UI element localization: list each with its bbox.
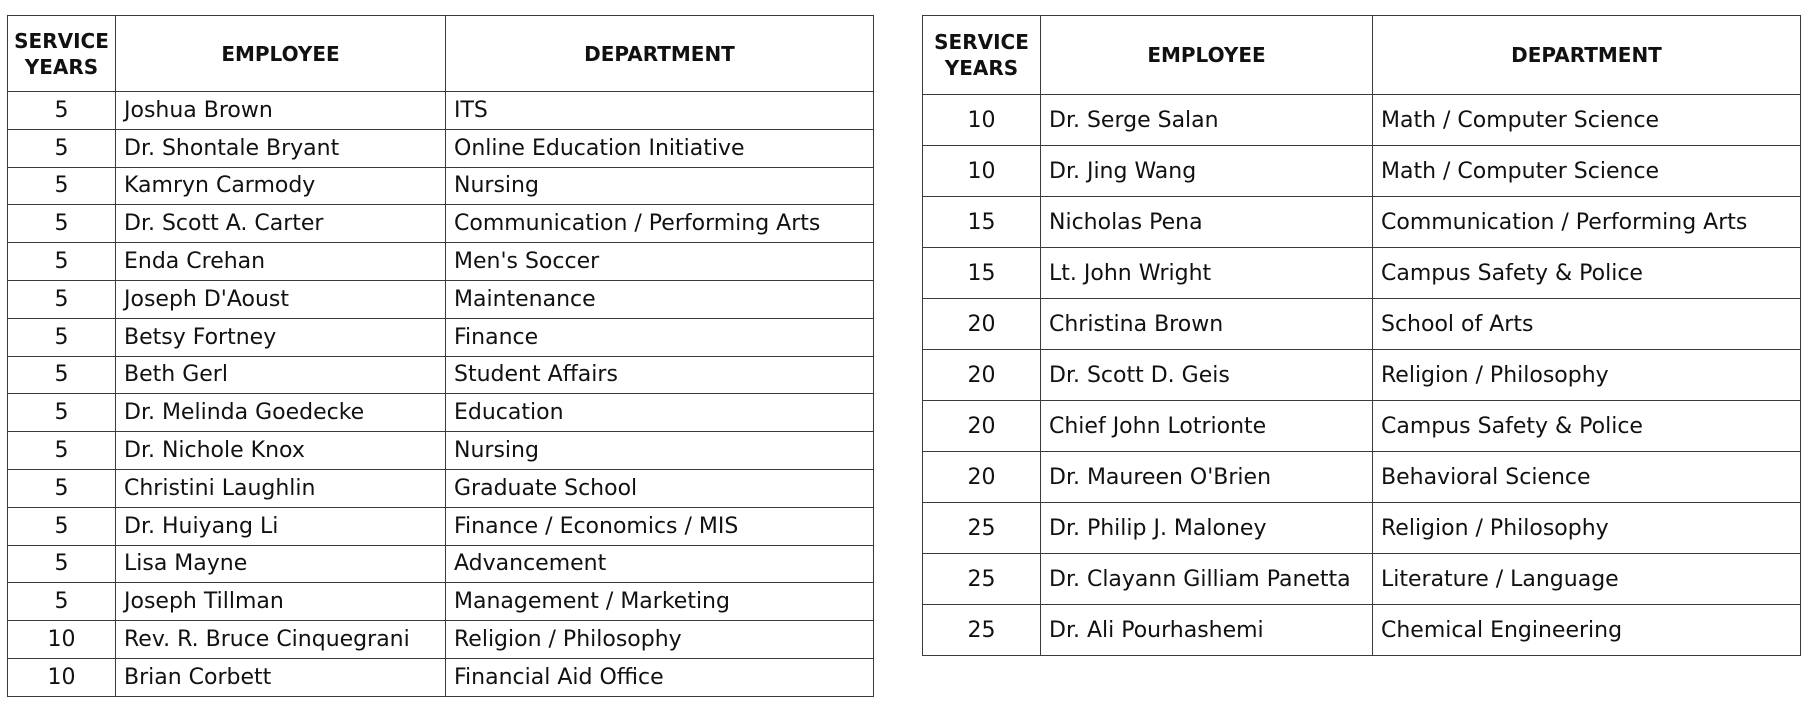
table-row	[8, 318, 874, 356]
right-table-body	[923, 95, 1801, 656]
service-years-header-line2: YEARS	[24, 54, 99, 79]
department-cell: Student Affairs	[446, 356, 874, 394]
table-header-row	[923, 16, 1801, 95]
service-years-header	[923, 16, 1041, 95]
employee-header: EMPLOYEE	[1041, 16, 1373, 95]
service-years-cell: 10	[923, 146, 1041, 197]
service-years-cell: 5	[8, 280, 116, 318]
employee-name-cell: Dr. Ali Pourhashemi	[1041, 605, 1373, 656]
employee-name-cell: Dr. Serge Salan	[1041, 95, 1373, 146]
service-years-cell: 5	[8, 469, 116, 507]
service-years-cell: 15	[923, 248, 1041, 299]
table-row	[8, 205, 874, 243]
table-header-row	[8, 16, 874, 92]
department-cell: Religion / Philosophy	[1373, 503, 1801, 554]
department-cell: Campus Safety & Police	[1373, 248, 1801, 299]
service-years-cell: 5	[8, 356, 116, 394]
table-row	[8, 432, 874, 470]
table-row	[923, 605, 1801, 656]
table-row	[8, 469, 874, 507]
table-row	[8, 280, 874, 318]
service-years-cell: 20	[923, 350, 1041, 401]
employee-name-cell: Beth Gerl	[116, 356, 446, 394]
department-cell: Religion / Philosophy	[446, 621, 874, 659]
department-header: DEPARTMENT	[1373, 16, 1801, 95]
employee-name-cell: Lt. John Wright	[1041, 248, 1373, 299]
department-cell: Education	[446, 394, 874, 432]
department-cell: Men's Soccer	[446, 243, 874, 281]
department-cell: Communication / Performing Arts	[1373, 197, 1801, 248]
service-years-cell: 15	[923, 197, 1041, 248]
employee-name-cell: Joshua Brown	[116, 92, 446, 130]
department-cell: Management / Marketing	[446, 583, 874, 621]
service-years-header-line1: SERVICE	[14, 28, 109, 53]
department-cell: Communication / Performing Arts	[446, 205, 874, 243]
service-years-cell: 5	[8, 92, 116, 130]
employee-header: EMPLOYEE	[116, 16, 446, 92]
table-row	[923, 350, 1801, 401]
left-table-body	[8, 92, 874, 697]
table-row	[923, 197, 1801, 248]
employee-name-cell: Enda Crehan	[116, 243, 446, 281]
service-years-cell: 25	[923, 554, 1041, 605]
employee-name-cell: Dr. Maureen O'Brien	[1041, 452, 1373, 503]
service-years-cell: 5	[8, 167, 116, 205]
employee-name-cell: Brian Corbett	[116, 658, 446, 696]
department-cell: Advancement	[446, 545, 874, 583]
department-cell: Graduate School	[446, 469, 874, 507]
service-years-cell: 5	[8, 545, 116, 583]
service-years-cell: 5	[8, 129, 116, 167]
employee-name-cell: Kamryn Carmody	[116, 167, 446, 205]
service-years-cell: 25	[923, 503, 1041, 554]
service-years-cell: 5	[8, 432, 116, 470]
employee-name-cell: Dr. Melinda Goedecke	[116, 394, 446, 432]
service-years-cell: 10	[923, 95, 1041, 146]
department-cell: Campus Safety & Police	[1373, 401, 1801, 452]
department-cell: Financial Aid Office	[446, 658, 874, 696]
service-years-cell: 5	[8, 205, 116, 243]
department-header: DEPARTMENT	[446, 16, 874, 92]
department-cell: Math / Computer Science	[1373, 95, 1801, 146]
department-cell: Behavioral Science	[1373, 452, 1801, 503]
employee-name-cell: Dr. Philip J. Maloney	[1041, 503, 1373, 554]
table-row	[8, 167, 874, 205]
table-row	[8, 658, 874, 696]
service-years-cell: 5	[8, 243, 116, 281]
employee-name-cell: Lisa Mayne	[116, 545, 446, 583]
department-cell: Nursing	[446, 167, 874, 205]
table-row	[8, 129, 874, 167]
employee-name-cell: Nicholas Pena	[1041, 197, 1373, 248]
table-row	[8, 243, 874, 281]
employee-name-cell: Dr. Scott A. Carter	[116, 205, 446, 243]
service-years-cell: 5	[8, 394, 116, 432]
table-row	[923, 146, 1801, 197]
table-row	[923, 452, 1801, 503]
department-cell: Chemical Engineering	[1373, 605, 1801, 656]
service-years-cell: 10	[8, 621, 116, 659]
service-years-cell: 25	[923, 605, 1041, 656]
service-years-table-left	[7, 15, 874, 697]
employee-name-cell: Betsy Fortney	[116, 318, 446, 356]
table-row	[923, 248, 1801, 299]
employee-name-cell: Christina Brown	[1041, 299, 1373, 350]
service-years-header-line2: YEARS	[944, 56, 1019, 80]
employee-name-cell: Joseph Tillman	[116, 583, 446, 621]
employee-name-cell: Dr. Huiyang Li	[116, 507, 446, 545]
table-row	[8, 545, 874, 583]
department-cell: Religion / Philosophy	[1373, 350, 1801, 401]
department-cell: Finance	[446, 318, 874, 356]
table-row	[8, 394, 874, 432]
table-row	[8, 583, 874, 621]
service-years-cell: 5	[8, 318, 116, 356]
department-cell: Literature / Language	[1373, 554, 1801, 605]
table-row	[923, 401, 1801, 452]
service-years-header-line1: SERVICE	[934, 30, 1029, 54]
department-cell: Finance / Economics / MIS	[446, 507, 874, 545]
department-cell: ITS	[446, 92, 874, 130]
employee-name-cell: Dr. Scott D. Geis	[1041, 350, 1373, 401]
table-row	[923, 503, 1801, 554]
service-years-cell: 20	[923, 452, 1041, 503]
employee-name-cell: Dr. Shontale Bryant	[116, 129, 446, 167]
service-years-cell: 5	[8, 507, 116, 545]
service-years-cell: 5	[8, 583, 116, 621]
service-years-table-right	[922, 15, 1801, 656]
employee-name-cell: Dr. Clayann Gilliam Panetta	[1041, 554, 1373, 605]
employee-name-cell: Joseph D'Aoust	[116, 280, 446, 318]
department-cell: Nursing	[446, 432, 874, 470]
department-cell: Maintenance	[446, 280, 874, 318]
table-row	[923, 299, 1801, 350]
service-years-cell: 20	[923, 299, 1041, 350]
table-row	[8, 92, 874, 130]
employee-name-cell: Dr. Nichole Knox	[116, 432, 446, 470]
service-years-cell: 20	[923, 401, 1041, 452]
table-row	[8, 356, 874, 394]
department-cell: Math / Computer Science	[1373, 146, 1801, 197]
table-row	[923, 554, 1801, 605]
table-row	[8, 621, 874, 659]
employee-name-cell: Christini Laughlin	[116, 469, 446, 507]
department-cell: School of Arts	[1373, 299, 1801, 350]
employee-name-cell: Rev. R. Bruce Cinquegrani	[116, 621, 446, 659]
service-years-cell: 10	[8, 658, 116, 696]
employee-name-cell: Dr. Jing Wang	[1041, 146, 1373, 197]
table-row	[923, 95, 1801, 146]
service-years-header	[8, 16, 116, 92]
table-row	[8, 507, 874, 545]
department-cell: Online Education Initiative	[446, 129, 874, 167]
employee-name-cell: Chief John Lotrionte	[1041, 401, 1373, 452]
